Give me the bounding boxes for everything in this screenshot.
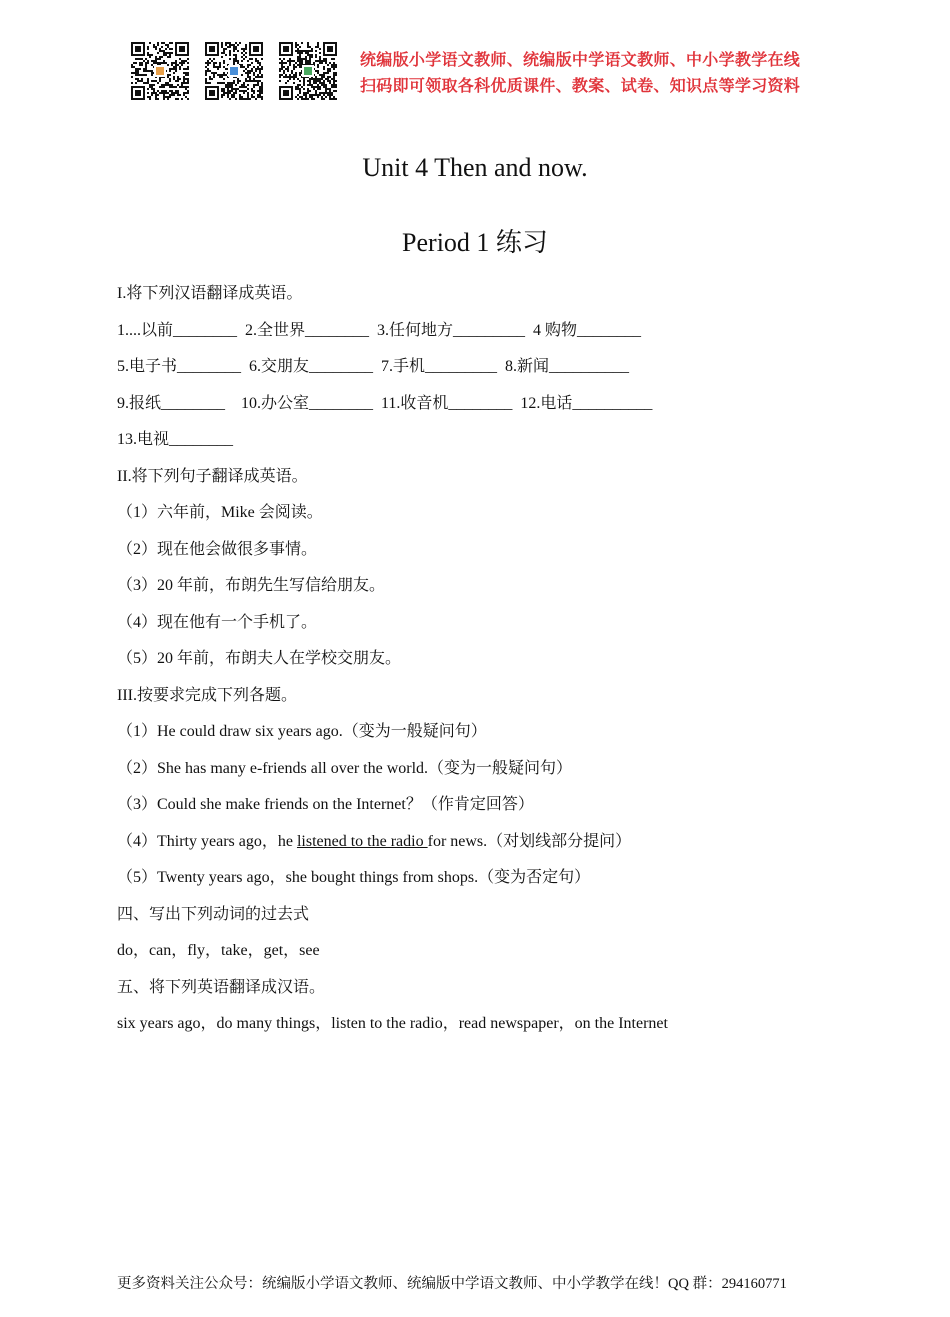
vocab-row-3: 9.报纸________ 10.办公室________ 11.收音机________ 12.电话__________ xyxy=(117,394,653,412)
translate-item-5: （5）20 年前，布朗夫人在学校交朋友。 xyxy=(117,650,402,667)
section-3-heading: III.按要求完成下列各题。 xyxy=(117,686,297,704)
qr-code-icon xyxy=(205,42,263,100)
task-item-2: （2）She has many e-friends all over the world.（变为一般疑问句） xyxy=(117,759,573,777)
task-item-3: （3）Could she make friends on the Internet？（作肯定回答） xyxy=(117,796,534,813)
qr-code-icon xyxy=(131,42,189,100)
verb-list: do，can，fly，take，get，see xyxy=(117,942,320,959)
qr-code-2 xyxy=(205,42,263,100)
task-item-4 xyxy=(117,828,837,865)
promo-banner xyxy=(360,47,800,99)
section-5-heading: 五、将下列英语翻译成汉语。 xyxy=(117,978,326,996)
translate-item-1: （1）六年前，Mike 会阅读。 xyxy=(117,504,323,521)
section-4-heading: 四、写出下列动词的过去式 xyxy=(117,905,310,923)
qr-code-1 xyxy=(131,42,189,100)
page-subtitle: Period 1 练习 xyxy=(402,228,548,257)
page-footer: 更多资料关注公众号：统编版小学语文教师、统编版中学语文教师、中小学教学在线！QQ 群：294160771 xyxy=(117,1276,787,1292)
phrase-list: six years ago，do many things，listen to the radio，read newspaper，on the Internet xyxy=(117,1015,668,1032)
section-1-heading: I.将下列汉语翻译成英语。 xyxy=(117,285,303,302)
translate-item-4: （4）现在他有一个手机了。 xyxy=(117,613,318,631)
qr-code-icon xyxy=(279,42,337,100)
task-item-5: （5）Twenty years ago，she bought things from shops.（变为否定句） xyxy=(117,869,591,886)
translate-item-3: （3）20 年前，布朗先生写信给朋友。 xyxy=(117,577,386,594)
qr-code-3 xyxy=(279,42,337,100)
vocab-row-1: 1....以前________ 2.全世界________ 3.任何地方_________ 4 购物________ xyxy=(117,321,642,339)
section-2-heading: II.将下列句子翻译成英语。 xyxy=(117,467,308,485)
worksheet-body xyxy=(117,280,837,1047)
translate-item-2: （2）现在他会做很多事情。 xyxy=(117,540,318,558)
page-title: Unit 4 Then and now. xyxy=(362,153,588,182)
task-item-4-underlined: listened to the radio xyxy=(296,832,428,850)
banner-line-2: 扫码即可领取各科优质课件、教案、试卷、知识点等学习资料 xyxy=(360,76,801,95)
task-item-4-pre: （4）Thirty years ago，he xyxy=(117,832,297,850)
task-item-4-post: for news.（对划线部分提问） xyxy=(427,832,632,850)
banner-line-1: 统编版小学语文教师、统编版中学语文教师、中小学教学在线 xyxy=(360,50,801,69)
vocab-row-4: 13.电视________ xyxy=(117,431,234,448)
task-item-1: （1）He could draw six years ago.（变为一般疑问句） xyxy=(117,723,487,740)
vocab-row-2: 5.电子书________ 6.交朋友________ 7.手机_________ 8.新闻__________ xyxy=(117,358,630,375)
